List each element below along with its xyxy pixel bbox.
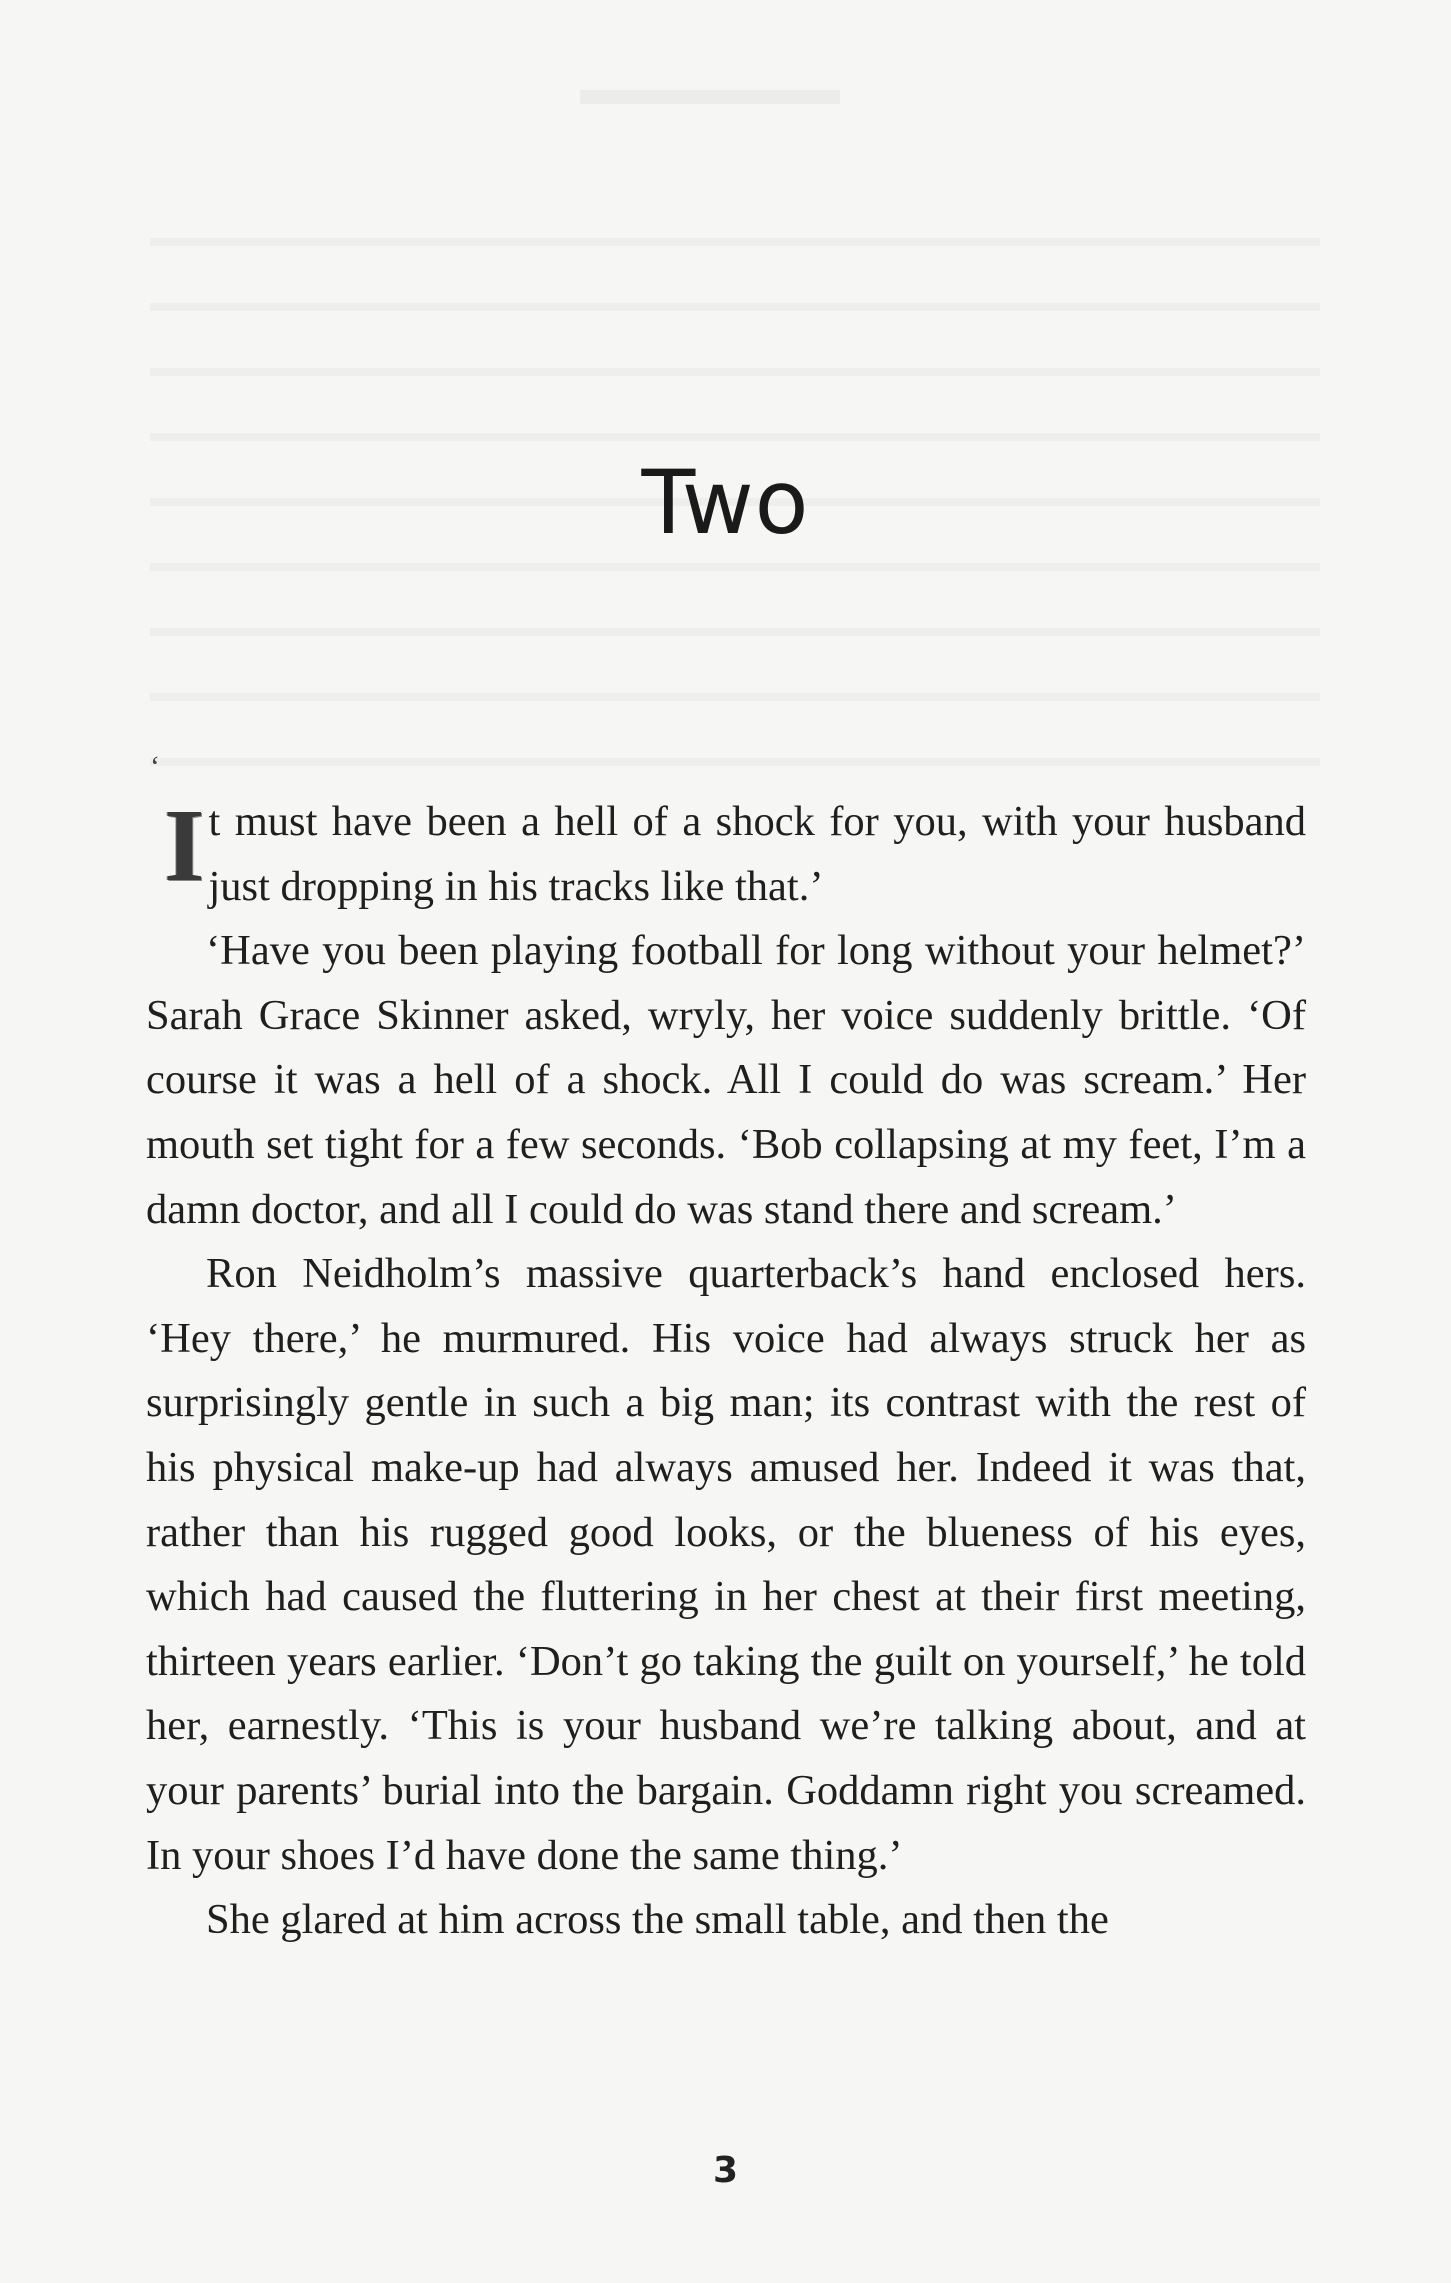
paragraph-4: She glared at him across the small table, and then the (206, 1896, 1109, 1944)
bleed-through-header (580, 90, 840, 104)
opening-quote-mark: ‘ (150, 750, 160, 783)
paragraph-1-text: t must have been a hell of a shock for you, with your husband just dropping in his tracks like that.’ (208, 798, 1306, 910)
body-text (146, 790, 1306, 1953)
paragraph-3: Ron Neidholm’s massive quarterback’s hand enclosed hers. ‘Hey there,’ he murmured. His voice had always struck her as surprisingly gentle in such a big man; its contrast with the rest of his physical make-up had always amused her. Indeed it was that, rather than his rugged good looks, or the blueness of his eyes, which had caused the fluttering in her chest at their first meeting, thirteen years earlier. ‘Don’t go taking the guilt on yourself,’ he told her, earnestly. ‘This is your husband we’re talking about, and at your parents’ burial into the bargain. Goddamn right you screamed. In your shoes I’d have done the same thing.’ (146, 1250, 1306, 1879)
paragraph-2: ‘Have you been playing football for long without your helmet?’ Sarah Grace Skinner asked, wryly, her voice suddenly brittle. ‘Of course it was a hell of a shock. All I could do was scream.’ Her mouth set tight for a few seconds. ‘Bob collapsing at my feet, I’m a damn doctor, and all I could do was stand there and scream.’ (146, 927, 1306, 1233)
paragraph-1 (146, 790, 1306, 919)
drop-cap: I (164, 788, 205, 903)
page-number: 3 (712, 2150, 739, 2191)
chapter-title: Two (641, 451, 810, 554)
